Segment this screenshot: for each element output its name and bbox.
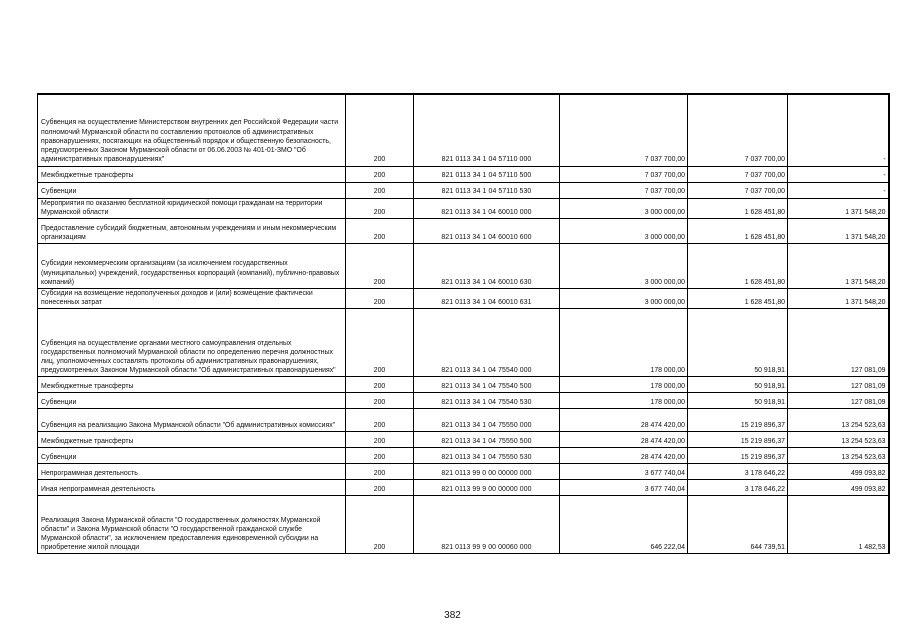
row-line-code-cell: 200 [346,464,414,480]
row-budget-code-cell: 821 0113 34 1 04 57110 000 [414,94,560,166]
budget-execution-table [37,93,890,554]
row-name-cell: Реализация Закона Мурманской области "О государственных должностях Мурманской области" и Закона Мурманской области "О государственной гражданской службе Мурманской области", за исключением предоставления единовременной субсидии на приобретение жилой площади [38,496,346,554]
row-name-cell: Субсидии на возмещение недополученных доходов и (или) возмещение фактически понесенных затрат [38,288,346,308]
row-budget-code-cell: 821 0113 34 1 04 60010 631 [414,288,560,308]
row-line-code-cell: 200 [346,94,414,166]
table-row [38,243,889,288]
table-body [38,94,889,554]
row-name-cell: Субвенция на реализацию Закона Мурманской области "Об административных комиссиях" [38,409,346,432]
row-name-cell: Межбюджетные трансферты [38,166,346,182]
row-executed-amount-cell: 3 178 646,22 [688,464,788,480]
page-number: 382 [444,610,461,621]
row-name-cell: Непрограммная деятельность [38,464,346,480]
row-approved-amount-cell: 7 037 700,00 [560,166,688,182]
row-unexecuted-amount-cell: 13 254 523,63 [788,409,889,432]
row-unexecuted-amount-cell: 127 081,09 [788,377,889,393]
table-row [38,94,889,166]
row-executed-amount-cell: 1 628 451,80 [688,198,788,218]
row-executed-amount-cell: 50 918,91 [688,393,788,409]
row-budget-code-cell: 821 0113 34 1 04 75540 530 [414,393,560,409]
row-budget-code-cell: 821 0113 34 1 04 60010 600 [414,218,560,243]
row-approved-amount-cell: 178 000,00 [560,393,688,409]
row-approved-amount-cell: 3 000 000,00 [560,243,688,288]
table-row [38,448,889,464]
row-executed-amount-cell: 7 037 700,00 [688,182,788,198]
row-budget-code-cell: 821 0113 34 1 04 57110 530 [414,182,560,198]
table-row [38,198,889,218]
row-name-cell: Субвенция на осуществление органами местного самоуправления отдельных государственных полномочий Мурманской области по определению перечня должностных лиц, уполномоченных составлять протоколы об административных правонарушениях, предусмотренных Законом Мурманской области "Об административных правонарушениях" [38,309,346,377]
row-name-cell: Межбюджетные трансферты [38,432,346,448]
table-row [38,496,889,554]
row-name-cell: Субвенции [38,182,346,198]
row-approved-amount-cell: 28 474 420,00 [560,432,688,448]
row-name-cell: Субвенции [38,393,346,409]
row-name-cell: Мероприятия по оказанию бесплатной юридической помощи гражданам на территории Мурманской области [38,198,346,218]
row-line-code-cell: 200 [346,309,414,377]
row-executed-amount-cell: 50 918,91 [688,377,788,393]
row-budget-code-cell: 821 0113 34 1 04 75550 530 [414,448,560,464]
row-line-code-cell: 200 [346,496,414,554]
row-unexecuted-amount-cell: 1 482,53 [788,496,889,554]
row-approved-amount-cell: 646 222,04 [560,496,688,554]
row-approved-amount-cell: 178 000,00 [560,377,688,393]
row-line-code-cell: 200 [346,182,414,198]
row-executed-amount-cell: 1 628 451,80 [688,218,788,243]
row-approved-amount-cell: 3 000 000,00 [560,218,688,243]
row-budget-code-cell: 821 0113 34 1 04 57110 500 [414,166,560,182]
row-budget-code-cell: 821 0113 34 1 04 60010 630 [414,243,560,288]
row-executed-amount-cell: 15 219 896,37 [688,448,788,464]
row-line-code-cell: 200 [346,377,414,393]
table-row [38,464,889,480]
row-unexecuted-amount-cell: 499 093,82 [788,480,889,496]
row-budget-code-cell: 821 0113 34 1 04 60010 000 [414,198,560,218]
table-row [38,182,889,198]
row-budget-code-cell: 821 0113 99 9 00 00060 000 [414,496,560,554]
row-budget-code-cell: 821 0113 34 1 04 75550 500 [414,432,560,448]
row-budget-code-cell: 821 0113 34 1 04 75540 000 [414,309,560,377]
table-row [38,409,889,432]
row-executed-amount-cell: 15 219 896,37 [688,409,788,432]
table-row [38,288,889,308]
row-unexecuted-amount-cell: 1 371 548,20 [788,218,889,243]
row-line-code-cell: 200 [346,243,414,288]
row-unexecuted-amount-cell: 127 081,09 [788,393,889,409]
row-line-code-cell: 200 [346,448,414,464]
row-approved-amount-cell: 7 037 700,00 [560,182,688,198]
row-executed-amount-cell: 644 739,51 [688,496,788,554]
table-row [38,377,889,393]
row-name-cell: Иная непрограммная деятельность [38,480,346,496]
row-line-code-cell: 200 [346,393,414,409]
row-unexecuted-amount-cell: - [788,182,889,198]
row-line-code-cell: 200 [346,198,414,218]
row-executed-amount-cell: 1 628 451,80 [688,288,788,308]
table-row [38,166,889,182]
row-line-code-cell: 200 [346,432,414,448]
row-approved-amount-cell: 3 677 740,04 [560,464,688,480]
row-unexecuted-amount-cell: 13 254 523,63 [788,448,889,464]
row-unexecuted-amount-cell: 1 371 548,20 [788,198,889,218]
row-executed-amount-cell: 7 037 700,00 [688,94,788,166]
row-name-cell: Субвенция на осуществление Министерством внутренних дел Российской Федерации части полномочий Мурманской области по составлению протоколов об административных правонарушениях, посягающих на общественный порядок и общественную безопасность, предусмотренных Законом Мурманской области от 06.06.2003 № 401-01-ЗМО "Об административных правонарушениях" [38,94,346,166]
row-name-cell: Субвенции [38,448,346,464]
row-approved-amount-cell: 7 037 700,00 [560,94,688,166]
row-unexecuted-amount-cell: - [788,94,889,166]
row-name-cell: Предоставление субсидий бюджетным, автономным учреждениям и иным некоммерческим организациям [38,218,346,243]
row-executed-amount-cell: 7 037 700,00 [688,166,788,182]
row-approved-amount-cell: 3 000 000,00 [560,288,688,308]
row-approved-amount-cell: 3 000 000,00 [560,198,688,218]
row-executed-amount-cell: 15 219 896,37 [688,432,788,448]
row-approved-amount-cell: 178 000,00 [560,309,688,377]
row-line-code-cell: 200 [346,218,414,243]
table-row [38,218,889,243]
row-unexecuted-amount-cell: 127 081,09 [788,309,889,377]
row-unexecuted-amount-cell: 499 093,82 [788,464,889,480]
row-line-code-cell: 200 [346,288,414,308]
row-executed-amount-cell: 50 918,91 [688,309,788,377]
row-unexecuted-amount-cell: - [788,166,889,182]
table-row [38,393,889,409]
row-executed-amount-cell: 1 628 451,80 [688,243,788,288]
row-unexecuted-amount-cell: 1 371 548,20 [788,288,889,308]
row-approved-amount-cell: 3 677 740,04 [560,480,688,496]
row-executed-amount-cell: 3 178 646,22 [688,480,788,496]
row-budget-code-cell: 821 0113 99 0 00 00000 000 [414,464,560,480]
row-unexecuted-amount-cell: 1 371 548,20 [788,243,889,288]
row-budget-code-cell: 821 0113 34 1 04 75540 500 [414,377,560,393]
table-row [38,432,889,448]
row-approved-amount-cell: 28 474 420,00 [560,409,688,432]
row-approved-amount-cell: 28 474 420,00 [560,448,688,464]
row-name-cell: Субсидии некоммерческим организациям (за исключением государственных (муниципальных) учреждений, государственных корпораций (компаний), публично-правовых компаний) [38,243,346,288]
row-line-code-cell: 200 [346,480,414,496]
row-budget-code-cell: 821 0113 99 9 00 00000 000 [414,480,560,496]
row-budget-code-cell: 821 0113 34 1 04 75550 000 [414,409,560,432]
row-name-cell: Межбюджетные трансферты [38,377,346,393]
table-row [38,480,889,496]
table-row [38,309,889,377]
row-unexecuted-amount-cell: 13 254 523,63 [788,432,889,448]
row-line-code-cell: 200 [346,409,414,432]
row-line-code-cell: 200 [346,166,414,182]
